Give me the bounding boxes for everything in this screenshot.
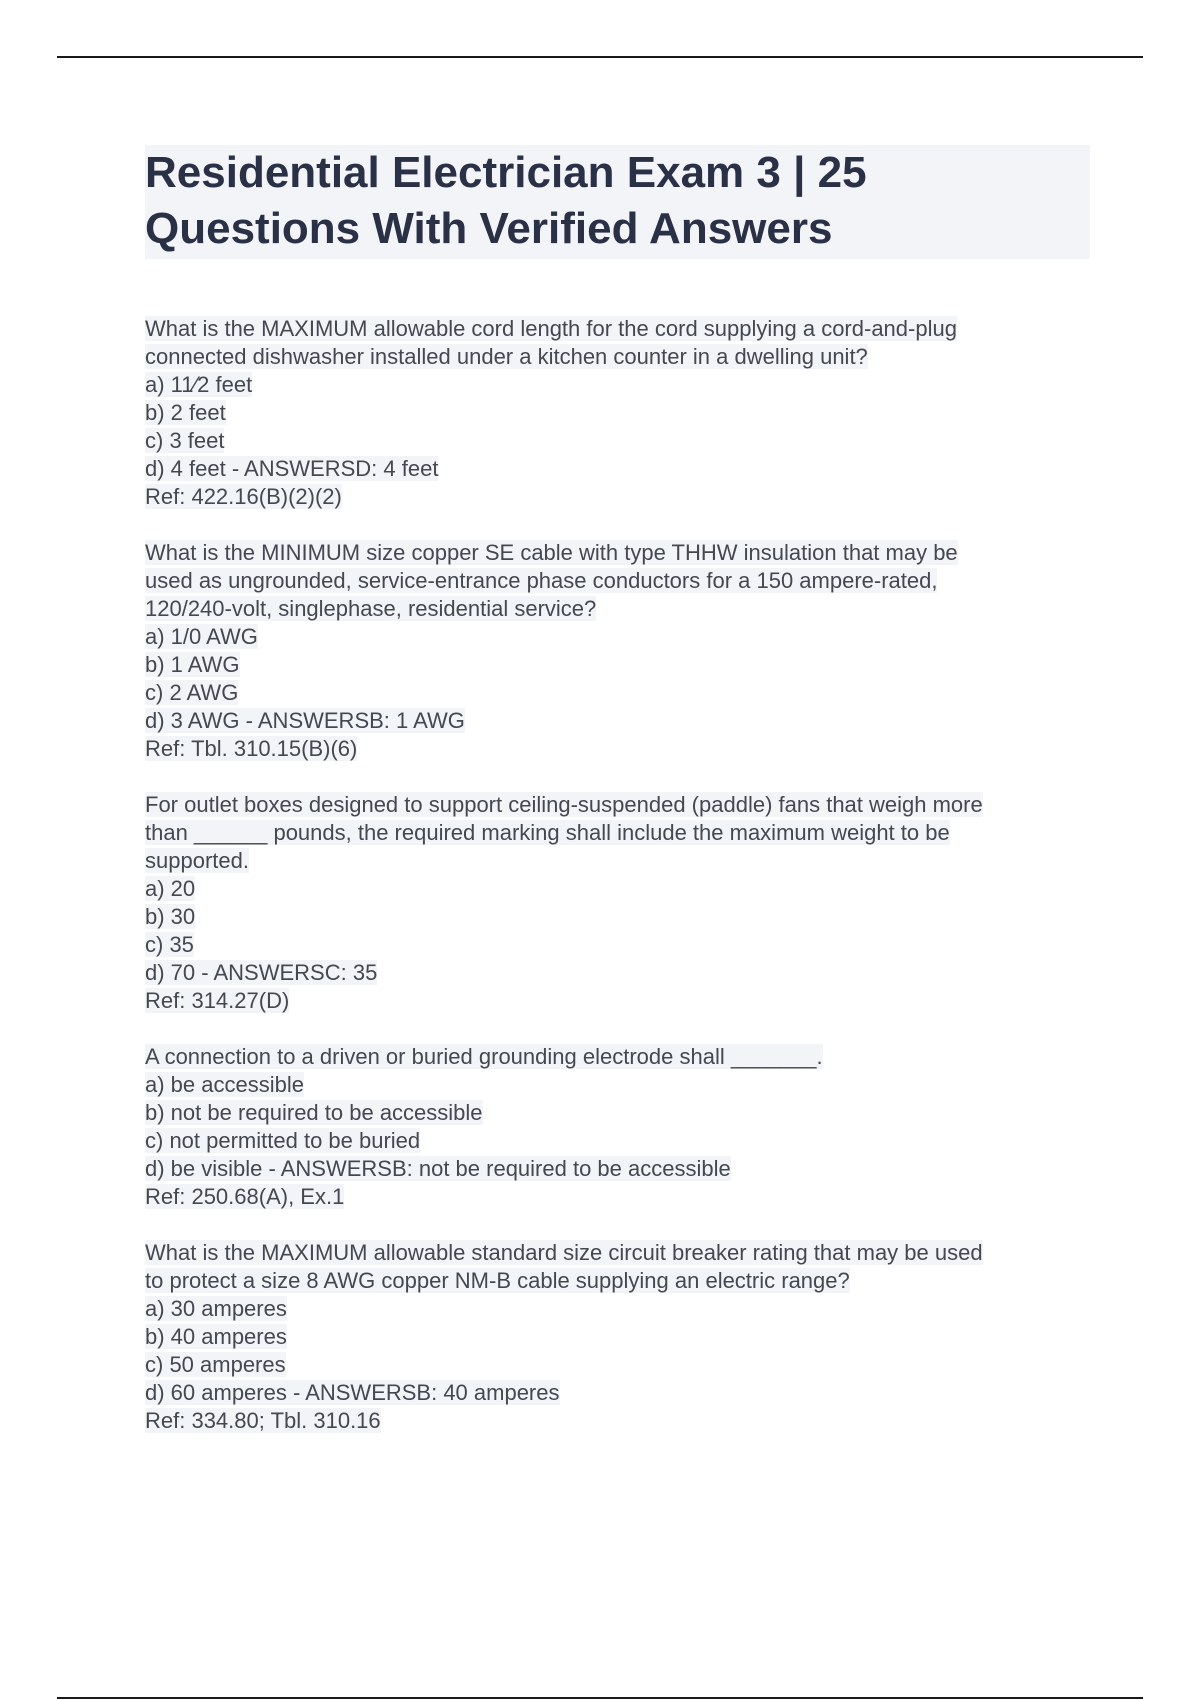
document-body xyxy=(145,145,1090,1463)
question-line xyxy=(145,819,1090,847)
question-block xyxy=(145,1239,1090,1435)
question-line xyxy=(145,539,1090,567)
question-line-text: Ref: Tbl. 310.15(B)(6) xyxy=(145,736,358,761)
question-line xyxy=(145,1239,1090,1267)
question-line-text: a) 11⁄2 feet xyxy=(145,372,253,397)
question-line xyxy=(145,1407,1090,1435)
question-line xyxy=(145,427,1090,455)
question-line-text: c) 50 amperes xyxy=(145,1352,286,1377)
question-line xyxy=(145,1071,1090,1099)
question-line xyxy=(145,483,1090,511)
question-line-text: Ref: 422.16(B)(2)(2) xyxy=(145,484,342,509)
question-block xyxy=(145,791,1090,1015)
question-line xyxy=(145,735,1090,763)
question-line xyxy=(145,903,1090,931)
question-line xyxy=(145,987,1090,1015)
top-rule xyxy=(57,56,1143,58)
question-block xyxy=(145,539,1090,763)
question-line-text: c) not permitted to be buried xyxy=(145,1128,421,1153)
question-line xyxy=(145,1323,1090,1351)
question-line xyxy=(145,1155,1090,1183)
question-line-text: used as ungrounded, service-entrance phase conductors for a 150 ampere-rated, xyxy=(145,568,938,593)
question-line-text: What is the MAXIMUM allowable standard size circuit breaker rating that may be used xyxy=(145,1240,983,1265)
question-line-text: Ref: 250.68(A), Ex.1 xyxy=(145,1184,345,1209)
question-line-text: a) 30 amperes xyxy=(145,1296,287,1321)
question-line-text: a) be accessible xyxy=(145,1072,304,1097)
question-line-text: a) 20 xyxy=(145,876,196,901)
question-line xyxy=(145,595,1090,623)
bottom-rule xyxy=(57,1697,1143,1699)
question-line-text: connected dishwasher installed under a kitchen counter in a dwelling unit? xyxy=(145,344,868,369)
question-line-text: Ref: 314.27(D) xyxy=(145,988,290,1013)
document-title: Residential Electrician Exam 3 | 25 Questions With Verified Answers xyxy=(145,148,867,253)
question-line xyxy=(145,455,1090,483)
question-line-text: c) 35 xyxy=(145,932,194,957)
question-block xyxy=(145,1043,1090,1211)
question-line-text: 120/240-volt, singlephase, residential service? xyxy=(145,596,597,621)
question-line-text: d) 3 AWG - ANSWERSB: 1 AWG xyxy=(145,708,465,733)
question-list xyxy=(145,315,1090,1435)
question-line-text: b) 40 amperes xyxy=(145,1324,287,1349)
question-line xyxy=(145,1127,1090,1155)
question-line-text: b) 1 AWG xyxy=(145,652,240,677)
question-line xyxy=(145,1043,1090,1071)
question-line-text: supported. xyxy=(145,848,249,873)
question-line xyxy=(145,651,1090,679)
question-line xyxy=(145,1351,1090,1379)
question-line-text: c) 3 feet xyxy=(145,428,225,453)
question-line xyxy=(145,623,1090,651)
question-line xyxy=(145,791,1090,819)
question-line-text: d) 70 - ANSWERSC: 35 xyxy=(145,960,378,985)
question-line xyxy=(145,959,1090,987)
question-line-text: d) be visible - ANSWERSB: not be required to be accessible xyxy=(145,1156,731,1181)
question-line xyxy=(145,875,1090,903)
question-line xyxy=(145,399,1090,427)
question-line-text: Ref: 334.80; Tbl. 310.16 xyxy=(145,1408,381,1433)
question-line xyxy=(145,315,1090,343)
question-line xyxy=(145,343,1090,371)
question-line-text: c) 2 AWG xyxy=(145,680,239,705)
question-line xyxy=(145,1379,1090,1407)
question-line-text: d) 60 amperes - ANSWERSB: 40 amperes xyxy=(145,1380,560,1405)
question-line xyxy=(145,1267,1090,1295)
question-line-text: What is the MAXIMUM allowable cord length for the cord supplying a cord-and-plug xyxy=(145,316,957,341)
question-line-text: What is the MINIMUM size copper SE cable with type THHW insulation that may be xyxy=(145,540,958,565)
question-line xyxy=(145,1295,1090,1323)
question-line-text: to protect a size 8 AWG copper NM-B cable supplying an electric range? xyxy=(145,1268,850,1293)
question-line xyxy=(145,707,1090,735)
question-line xyxy=(145,567,1090,595)
title-block xyxy=(145,145,1090,259)
question-line xyxy=(145,847,1090,875)
question-line xyxy=(145,931,1090,959)
question-line-text: a) 1/0 AWG xyxy=(145,624,258,649)
question-line-text: For outlet boxes designed to support ceiling-suspended (paddle) fans that weigh more xyxy=(145,792,983,817)
question-line-text: b) not be required to be accessible xyxy=(145,1100,483,1125)
question-line-text: d) 4 feet - ANSWERSD: 4 feet xyxy=(145,456,439,481)
question-line-text: b) 30 xyxy=(145,904,196,929)
question-line xyxy=(145,679,1090,707)
question-block xyxy=(145,315,1090,511)
question-line xyxy=(145,1099,1090,1127)
question-line-text: A connection to a driven or buried grounding electrode shall _______. xyxy=(145,1044,823,1069)
question-line xyxy=(145,1183,1090,1211)
question-line-text: b) 2 feet xyxy=(145,400,226,425)
question-line xyxy=(145,371,1090,399)
question-line-text: than ______ pounds, the required marking shall include the maximum weight to be xyxy=(145,820,950,845)
